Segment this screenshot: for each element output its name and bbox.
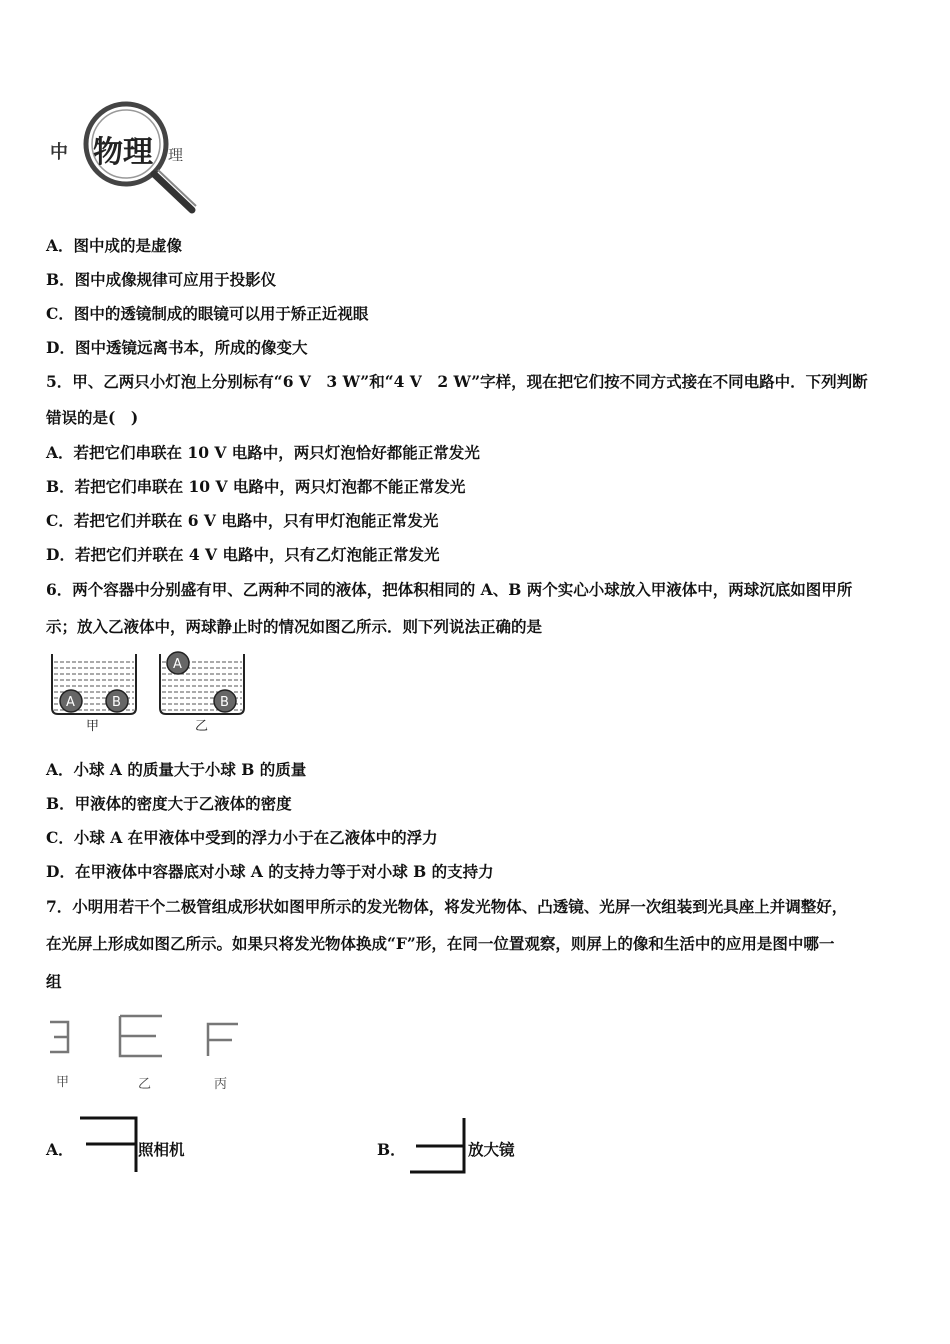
q5-option-a: A．若把它们串联在 10 V 电路中，两只灯泡恰好都能正常发光 bbox=[46, 443, 480, 462]
q4-option-b: B．图中成像规律可应用于投影仪 bbox=[46, 270, 277, 289]
q7-option-b-svg bbox=[404, 1112, 470, 1178]
magnifier-mid-text: 物理 bbox=[93, 135, 153, 170]
q7-label-yi: 乙 bbox=[138, 1077, 152, 1092]
q6-stem-line2: 示；放入乙液体中，两球静止时的情况如图乙所示．则下列说法正确的是 bbox=[46, 617, 543, 636]
shape-yi bbox=[120, 1016, 162, 1056]
q7-option-b-text: 放大镜 bbox=[468, 1140, 515, 1159]
q5-option-c: C．若把它们并联在 6 V 电路中，只有甲灯泡能正常发光 bbox=[46, 511, 439, 530]
magnifier-illustration bbox=[46, 100, 206, 218]
q7-option-a-letter: A． bbox=[46, 1140, 74, 1159]
q7-stem-line1: 7．小明用若干个二极管组成形状如图甲所示的发光物体，将发光物体、凸透镜、光屏一次组装到光具座上并调整好， bbox=[46, 897, 848, 916]
magnifier-right-char: 理 bbox=[168, 146, 184, 164]
q7-option-a-shape bbox=[74, 1112, 140, 1178]
ball-a-label-jia: A bbox=[66, 695, 75, 710]
q5-stem-line2: 错误的是( ) bbox=[46, 408, 139, 427]
q6-stem-line1: 6．两个容器中分别盛有甲、乙两种不同的液体，把体积相同的 A、B 两个实心小球放入甲液体中，两球沉底如图甲所 bbox=[46, 580, 853, 599]
q7-shapes-figure bbox=[46, 1012, 246, 1096]
q7-option-a-text: 照相机 bbox=[138, 1140, 185, 1159]
q7-option-b-letter: B． bbox=[377, 1140, 406, 1159]
q5-stem-line1: 5．甲、乙两只小灯泡上分别标有“6 V 3 W”和“4 V 2 W”字样，现在把它们按不同方式接在不同电路中．下列判断 bbox=[46, 372, 868, 391]
container-label-yi: 乙 bbox=[195, 719, 209, 734]
q6-option-c: C．小球 A 在甲液体中受到的浮力小于在乙液体中的浮力 bbox=[46, 828, 438, 847]
magnifier-figure bbox=[46, 100, 206, 218]
q7-stem-line3: 组 bbox=[46, 972, 62, 991]
q7-label-jia: 甲 bbox=[56, 1075, 70, 1090]
q7-label-bing: 丙 bbox=[214, 1077, 228, 1092]
ball-b-label-jia: B bbox=[112, 695, 121, 710]
q7-option-b-shape bbox=[404, 1112, 470, 1178]
q4-option-a: A．图中成的是虚像 bbox=[46, 236, 183, 255]
container-yi bbox=[160, 652, 244, 734]
q7-stem-line2: 在光屏上形成如图乙所示。如果只将发光物体换成“F”形，在同一位置观察，则屏上的像和生活中的应用是图中哪一 bbox=[46, 934, 835, 953]
shape-bing bbox=[208, 1024, 238, 1056]
q6-option-d: D．在甲液体中容器底对小球 A 的支持力等于对小球 B 的支持力 bbox=[46, 862, 494, 881]
ball-b-label-yi: B bbox=[220, 695, 229, 710]
container-jia bbox=[52, 654, 136, 734]
ball-a-label-yi: A bbox=[173, 657, 182, 672]
q6-containers-figure bbox=[46, 648, 252, 734]
q6-option-a: A．小球 A 的质量大于小球 B 的质量 bbox=[46, 760, 307, 779]
q7-shapes-svg bbox=[46, 1012, 246, 1096]
q7-option-a-svg bbox=[74, 1112, 140, 1178]
q6-containers-svg bbox=[46, 648, 252, 734]
q5-option-d: D．若把它们并联在 4 V 电路中，只有乙灯泡能正常发光 bbox=[46, 545, 440, 564]
magnifier-left-char: 中 bbox=[50, 142, 68, 163]
q6-option-b: B．甲液体的密度大于乙液体的密度 bbox=[46, 794, 292, 813]
container-label-jia: 甲 bbox=[86, 719, 100, 734]
q4-option-d: D．图中透镜远离书本，所成的像变大 bbox=[46, 338, 308, 357]
shape-jia bbox=[50, 1022, 68, 1052]
q5-option-b: B．若把它们串联在 10 V 电路中，两只灯泡都不能正常发光 bbox=[46, 477, 466, 496]
q4-option-c: C．图中的透镜制成的眼镜可以用于矫正近视眼 bbox=[46, 304, 369, 323]
